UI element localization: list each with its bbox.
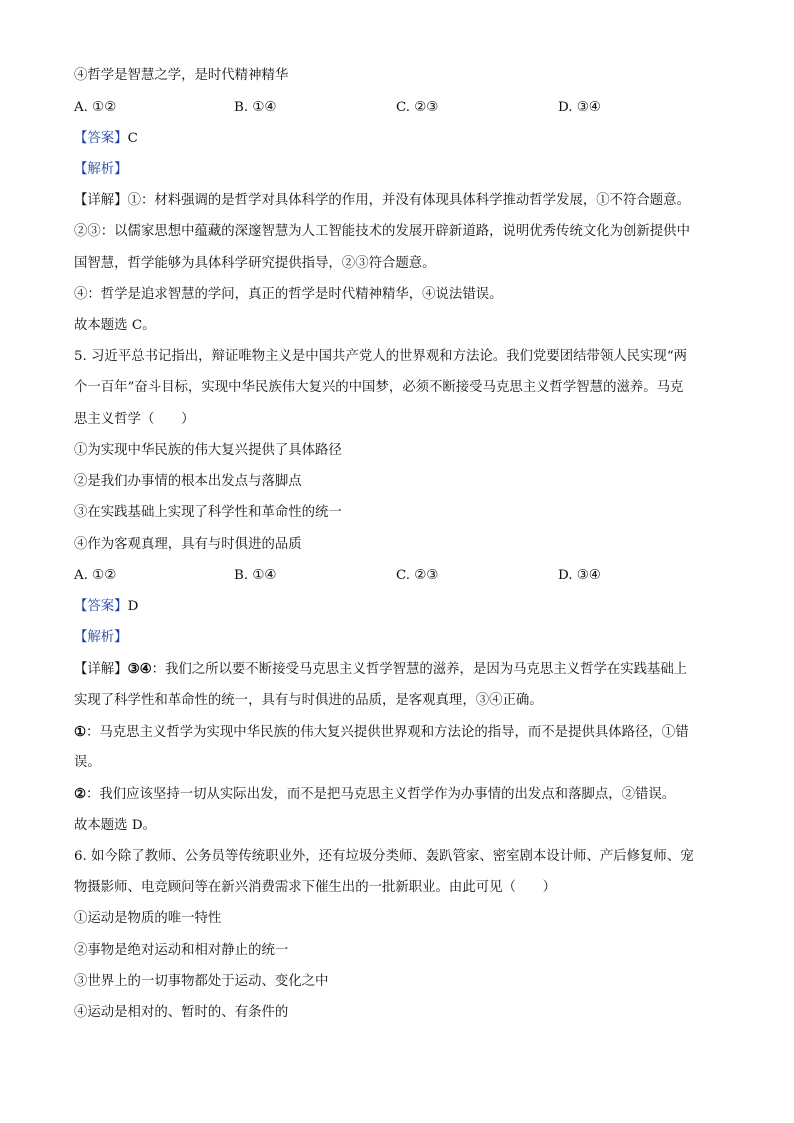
q4-option-d: D. ③④ [558,100,601,115]
q6-item-1: ①运动是物质的唯一特性 [74,911,222,926]
q5-detail-2a [74,723,722,742]
q5-options [74,567,722,585]
q5-detail-2b: 误。 [74,755,101,770]
q4-detail-2b: 国智慧，哲学能够为具体科学研究提供指导，②③符合题意。 [74,256,436,271]
q5-detail-1a [74,660,722,679]
q6-item-4: ④运动是相对的、暂时的、有条件的 [74,1005,289,1020]
q6-item-3: ③世界上的一切事物都处于运动、变化之中 [74,974,329,989]
analysis-tag: 【解析】 [74,162,128,177]
q4-item-4: ④哲学是智慧之学，是时代精神精华 [74,68,289,83]
q5-analysis-line [74,629,722,647]
q5-option-a: A. ①② [74,568,117,583]
q5-detail-1a-text: ：我们之所以要不断接受马克思主义哲学智慧的滋养，是因为马克思主义哲学在实践基础上 [151,662,688,677]
q4-options [74,99,722,117]
q5-answer-line [74,598,722,616]
q4-option-c: C. ②③ [396,100,439,115]
q4-detail-3: ④：哲学是追求智慧的学问，真正的哲学是时代精神精华，④说法错误。 [74,287,503,302]
q6-stem-2: 物摄影师、电竞顾问等在新兴消费需求下催生出的一批新职业。由此可见（ ） [74,880,557,895]
answer-tag: 【答案】 [74,599,128,614]
q5-detail-1b: 实现了科学性和革命性的统一，具有与时俱进的品质，是客观真理，③④正确。 [74,693,543,708]
q5-option-c: C. ②③ [396,568,439,583]
q6-stem-1: 6. 如今除了教师、公务员等传统职业外，还有垃圾分类师、轰趴管家、密室剧本设计师、产后修复师、宠 [74,849,694,864]
q4-detail-1-text: ①：材料强调的是哲学对具体科学的作用，并没有体现具体科学推动哲学发展，①不符合题意。 [127,193,690,208]
q5-option-d: D. ③④ [558,568,601,583]
q4-answer-line [74,130,722,148]
detail-tag: 【详解】 [74,662,128,677]
q5-item-4: ④作为客观真理，具有与时俱进的品质 [74,537,302,552]
answer-tag: 【答案】 [74,131,128,146]
q5-detail-3-num: ② [74,786,87,802]
q5-item-1: ①为实现中华民族的伟大复兴提供了具体路径 [74,443,342,458]
q5-detail-2-num: ① [74,724,87,740]
q5-conclusion: 故本题选 D。 [74,818,156,833]
q5-item-3: ③在实践基础上实现了科学性和革命性的统一 [74,505,342,520]
q4-option-a: A. ①② [74,100,117,115]
q4-answer: C [127,131,138,146]
q4-detail-1 [74,192,722,210]
analysis-tag: 【解析】 [74,630,128,645]
q5-stem-3: 思主义哲学（ ） [74,412,195,427]
q5-item-2: ②是我们办事情的根本出发点与落脚点 [74,474,302,489]
q5-detail-3 [74,785,722,804]
q5-detail-3-text: ：我们应该坚持一切从实际出发，而不是把马克思主义哲学作为办事情的出发点和落脚点，②错误。 [86,787,676,802]
q5-stem-2: 个一百年”奋斗目标，实现中华民族伟大复兴的中国梦，必须不断接受马克思主义哲学智慧的滋养。马克 [74,380,684,395]
q5-stem-1: 5. 习近平总书记指出，辩证唯物主义是中国共产党人的世界观和方法论。我们党要团结带领人民实现“两 [74,349,688,364]
q4-detail-2a: ②③：以儒家思想中蕴藏的深邃智慧为人工智能技术的发展开辟新道路，说明优秀传统文化为创新提供中 [74,224,690,239]
q5-detail-2a-text: ：马克思主义哲学为实现中华民族的伟大复兴提供世界观和方法论的指导，而不是提供具体路径，①错 [86,725,689,740]
detail-tag: 【详解】 [74,193,128,208]
q4-analysis-line [74,161,722,179]
q4-conclusion: 故本题选 C。 [74,318,156,333]
q4-option-b: B. ①④ [234,100,277,115]
q6-item-2: ②事物是绝对运动和相对静止的统一 [74,943,289,958]
q5-answer: D [127,599,139,614]
q5-detail-1-nums: ③④ [127,661,152,677]
q5-option-b: B. ①④ [234,568,277,583]
